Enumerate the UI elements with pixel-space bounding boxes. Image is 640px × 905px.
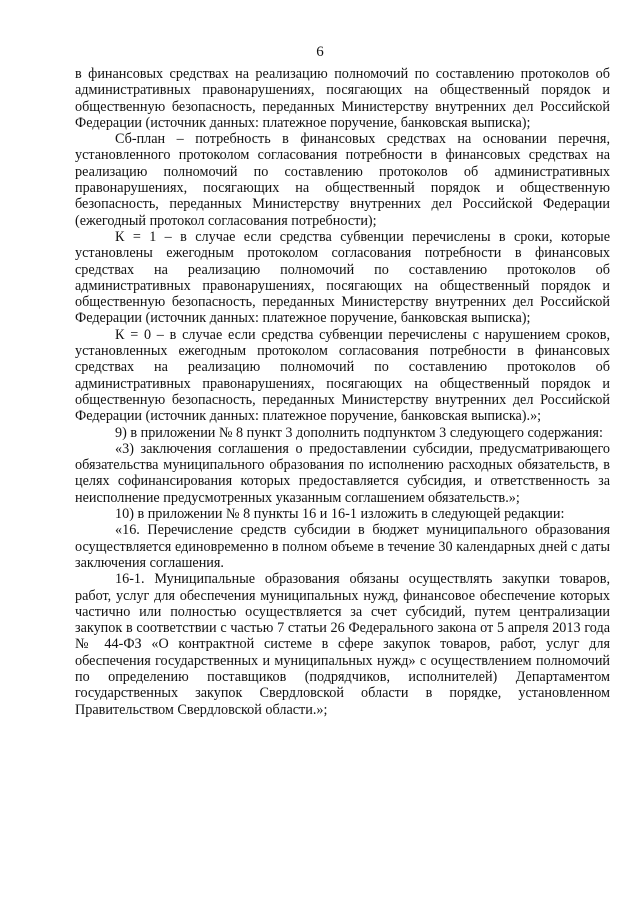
paragraph-5: 9) в приложении № 8 пункт 3 дополнить подпунктом 3 следующего содержания: xyxy=(115,424,603,441)
paragraph-9: 16-1. Муниципальные образования обязаны осуществлять закупки товаров, работ, услуг для обеспечения муниципальных нужд, финансовое обеспечение которых частично или полностью осуществляется за счет субсидий, путем централизации закупок в соответствии с частью 7 статьи 26 Федерального закона от 5 апреля 2013 года № 44-ФЗ «О контрактной системе в сфере закупок товаров, работ, услуг для обеспечения государственных и муниципальных нужд» с осуществлением полномочий по определению поставщиков (подрядчиков, исполнителей) Департаментом государственных закупок Свердловской области в порядке, установленном Правительством Свердловской области.»; xyxy=(75,571,610,718)
paragraph-1: в финансовых средствах на реализацию полномочий по составлению протоколов об административных правонарушениях, посягающих на общественный порядок и общественную безопасность, переданных Министерству внутренних дел Российской Федерации (источник данных: платежное поручение, банковская выписка); xyxy=(75,66,610,131)
paragraph-3: К = 1 – в случае если средства субвенции перечислены в сроки, которые установлены ежегодным протоколом согласования потребности в финансовых средствах на реализацию полномочий по составлению протоколов об административных правонарушениях, посягающих на общественный порядок и общественную безопасность, переданных Министерству внутренних дел Российской Федерации (источник данных: платежное поручение, банковская выписка); xyxy=(75,228,610,327)
paragraph-7: 10) в приложении № 8 пункты 16 и 16-1 изложить в следующей редакции: xyxy=(115,506,565,523)
paragraph-8: «16. Перечисление средств субсидии в бюджет муниципального образования осуществляется единовременно в полном объеме в течение 30 календарных дней с даты заключения соглашения. xyxy=(75,522,610,571)
paragraph-4: К = 0 – в случае если средства субвенции перечислены с нарушением сроков, установленных ежегодным протоколом согласования потребности в финансовых средствах на реализацию полномочий по составлению протоколов об административных правонарушениях, посягающих на общественный порядок и общественную безопасность, переданных Министерству внутренних дел Российской Федерации (источник данных: платежное поручение, банковская выписка).»; xyxy=(75,326,610,425)
document-body xyxy=(75,66,610,718)
paragraph-2: Сб-план – потребность в финансовых средствах на основании перечня, установленного протоколом согласования потребности в финансовых средствах на реализацию полномочий по составлению протоколов об административных правонарушениях, посягающих на общественный порядок и общественную безопасность, переданных Министерству внутренних дел Российской Федерации (ежегодный протокол согласования потребности); xyxy=(75,131,610,229)
paragraph-6: «3) заключения соглашения о предоставлении субсидии, предусматривающего обязательства муниципального образования по исполнению расходных обязательств, в целях софинансирования которых предоставляется субсидия, и ответственность за неисполнение предусмотренных указанным соглашением обязательств.»; xyxy=(75,440,610,506)
page-number: 6 xyxy=(316,44,324,60)
